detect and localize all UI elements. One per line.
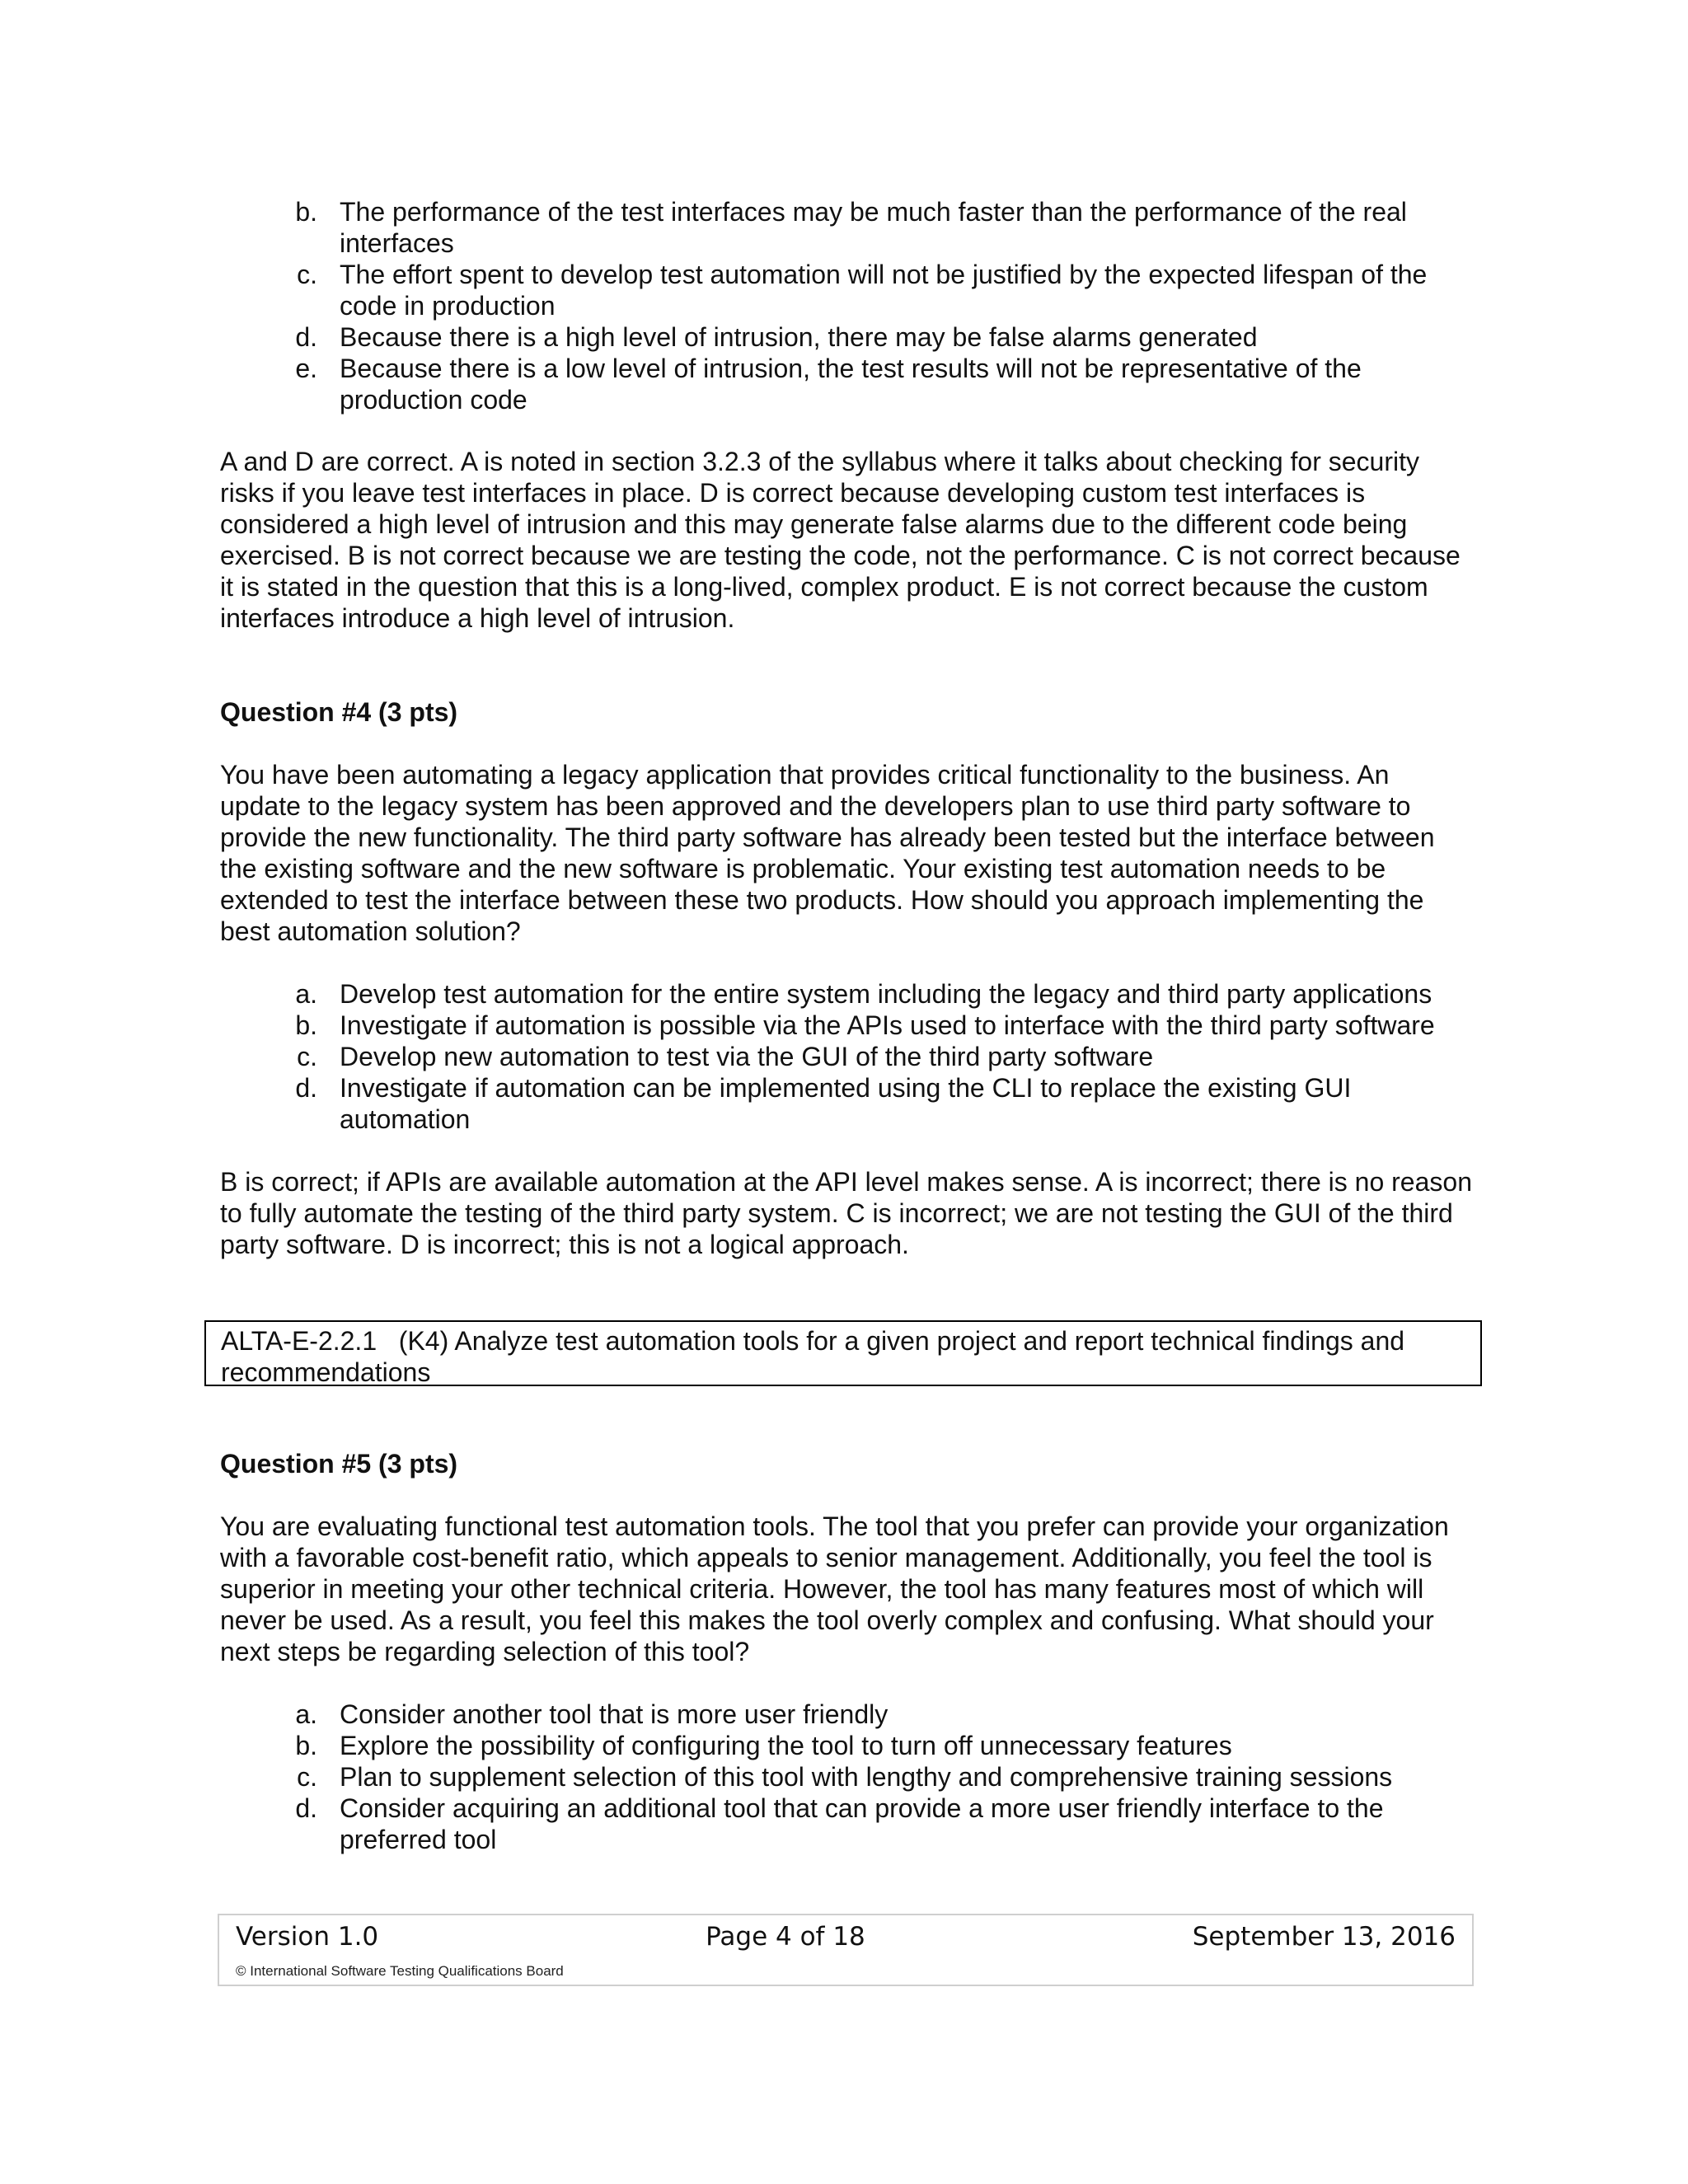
option-item [268,196,1488,259]
footer-page-number: Page 4 of 18 [706,1922,865,1952]
option-letter: d. [295,1793,317,1823]
option-text: Consider another tool that is more user friendly [340,1699,889,1729]
question-5-options [268,1699,1488,1855]
question-4-heading: Question #4 (3 pts) [220,697,458,727]
option-letter: a. [295,979,317,1009]
option-item [268,1793,1488,1855]
option-text: Plan to supplement selection of this tool with lengthy and comprehensive training sessions [340,1762,1393,1792]
footer-copyright: © International Software Testing Qualifications Board [236,1963,564,1979]
option-text: The performance of the test interfaces may be much faster than the performance of the real interfaces [340,197,1407,258]
option-item [268,1761,1488,1793]
option-item [268,1041,1488,1072]
option-item [268,1699,1488,1730]
option-letter: c. [297,1042,317,1071]
question-3-options [268,196,1488,415]
option-item [268,1730,1488,1761]
option-text: Explore the possibility of configuring the tool to turn off unnecessary features [340,1731,1232,1760]
option-text: Develop new automation to test via the GUI of the third party software [340,1042,1154,1071]
option-letter: e. [295,354,317,383]
option-item [268,321,1488,353]
question-3-answer: A and D are correct. A is noted in section 3.2.3 of the syllabus where it talks about checking for security risks if you leave test interfaces in place. D is correct because developing custom test interfaces is considered a high level of intrusion and this may generate false alarms due to the different code being exercised. B is not correct because we are testing the code, not the performance. C is not correct because it is stated in the question that this is a long-lived, complex product. E is not correct because the custom interfaces introduce a high level of intrusion. [220,447,1461,633]
option-text: The effort spent to develop test automation will not be justified by the expected lifespan of the code in production [340,260,1428,321]
option-item [268,978,1488,1010]
option-item [268,259,1488,321]
option-text: Consider acquiring an additional tool that can provide a more user friendly interface to the preferred tool [340,1793,1384,1854]
objective-code: ALTA-E-2.2.1 [221,1326,377,1356]
footer-row [236,1920,1456,1953]
page-footer [218,1914,1474,1986]
objective-text: (K4) Analyze test automation tools for a given project and report technical findings and recommendations [221,1326,1405,1387]
option-text: Investigate if automation can be implemented using the CLI to replace the existing GUI automation [340,1073,1352,1134]
question-4-answer: B is correct; if APIs are available automation at the API level makes sense. A is incorrect; there is no reason to fully automate the testing of the third party system. C is incorrect; we are not testing the GUI of the third party software. D is incorrect; this is not a logical approach. [220,1167,1472,1259]
option-letter: a. [295,1699,317,1729]
option-letter: d. [295,1073,317,1103]
option-letter: b. [295,197,317,227]
option-letter: c. [297,260,317,289]
option-text: Because there is a high level of intrusion, there may be false alarms generated [340,322,1258,352]
footer-date: September 13, 2016 [1192,1922,1456,1952]
question-5-heading: Question #5 (3 pts) [220,1449,458,1479]
question-4-body: You have been automating a legacy application that provides critical functionality to the business. An update to the legacy system has been approved and the developers plan to use third party software to provide the new functionality. The third party software has already been tested but the interface between the existing software and the new software is problematic. Your existing test automation needs to be extended to test the interface between these two products. How should you approach implementing the best automation solution? [220,760,1435,946]
option-item [268,353,1488,415]
question-5-body: You are evaluating functional test automation tools. The tool that you prefer can provide your organization with a favorable cost-benefit ratio, which appeals to senior management. Additionally, you feel the tool is superior in meeting your other technical criteria. However, the tool has many features most of which will never be used. As a result, you feel this makes the tool overly complex and confusing. What should your next steps be regarding selection of this tool? [220,1511,1449,1666]
option-item [268,1072,1488,1135]
option-text: Because there is a low level of intrusion, the test results will not be representative of the production code [340,354,1362,415]
question-4-options [268,978,1488,1135]
option-text: Investigate if automation is possible via the APIs used to interface with the third party software [340,1010,1435,1040]
option-letter: b. [295,1010,317,1040]
option-item [268,1010,1488,1041]
option-letter: d. [295,322,317,352]
option-letter: b. [295,1731,317,1760]
option-letter: c. [297,1762,317,1792]
option-text: Develop test automation for the entire system including the legacy and third party applications [340,979,1432,1009]
footer-version: Version 1.0 [236,1922,379,1952]
learning-objective-box [204,1320,1482,1386]
